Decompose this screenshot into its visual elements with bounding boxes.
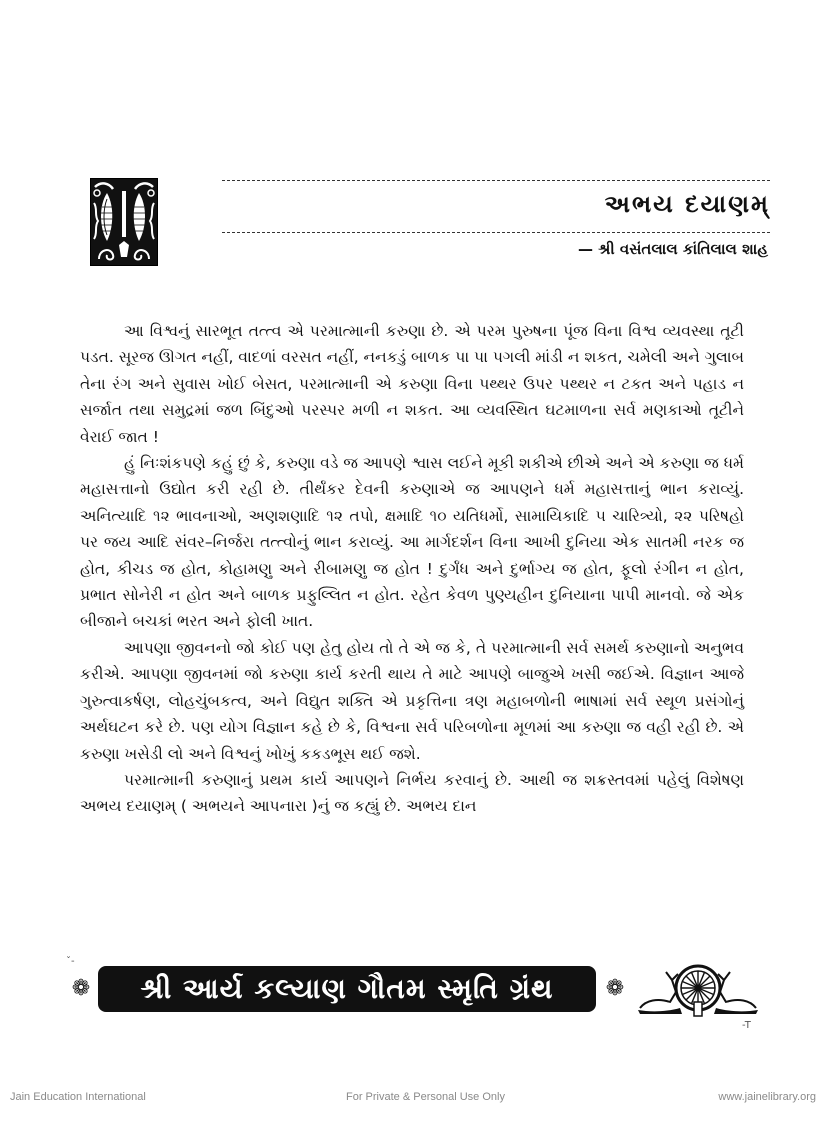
lotus-ornament-icon: ❁ [605,976,625,1001]
banner-title: શ્રી આર્ય કલ્યાણ ગૌતમ સ્મૃતિ ગ્રંથ [98,966,596,1012]
publication-banner [68,962,768,1018]
paragraph: હું નિઃશંકપણે કહું છું કે, કરુણા વડે જ આપણે શ્વાસ લઈને મૂકી શકીએ છીએ અને એ કરુણા જ ધર્મ મહાસત્તાનો ઉદ્યોત કરી રહી છે. તીર્થંકર દેવની કરુણાએ જ આપણને ધર્મ મહાસત્તાનું ભાન કરાવ્યું. અનિત્યાદિ ૧૨ ભાવનાઓ, અણશણાદિ ૧૨ તપો, ક્ષમાદિ ૧૦ યતિધર્મો, સામાયિકાદિ ૫ ચારિત્ર્યો, ૨૨ પરિષહો પર જય આદિ સંવર–નિર્જરા તત્ત્વોનું ભાન કરાવ્યું. આ માર્ગદર્શન વિના આખી દુનિયા એક સાતમી નરક જ હોત, કીચડ જ હોત, કોહામણુ અને રીબામણુ જ હોત ! દુર્ગંધ અને દુર્ભાગ્ય જ હોત, ફૂલો રંગીન ન હોત, પ્રભાત સોનેરી ન હોત અને બાળક પ્રફુલ્લિત ન હોત. રહેત કેવળ પુણ્યહીન દુનિયાના પાપી માનવો. જે એક બીજાને બચકાં ભરત અને ફોલી ખાત. [80,454,744,631]
twin-fish-emblem-icon [90,178,158,266]
paragraph: આપણા જીવનનો જો કોઈ પણ હેતુ હોય તો તે એ જ કે, તે પરમાત્માની સર્વ સમર્થ કરુણાનો અનુભવ કરીએ. આપણા જીવનમાં જો કરુણા કાર્ય કરતી થાય તે માટે આપણે બાજુએ ખસી જઈએ. વિજ્ઞાન આજે ગુરુત્વાકર્ષણ, લોહચુંબકત્વ, અને વિદ્યુત શક્તિ એ પ્રકૃત્તિના ત્રણ મહાબળોની ભાષામાં સર્વ સ્થૂળ પ્રસંગોનું અર્થઘટન કરે છે. પણ યોગ વિજ્ઞાન કહે છે કે, વિશ્વના સર્વ પરિબળોના મૂળમાં આ કરુણા જ વહી રહી છે. એ કરુણા ખસેડી લો અને વિશ્વનું ખોખું કકડભૂસ થઈ જશે. [80,638,744,763]
article-author: — શ્રી વસંતલાલ કાંતિલાલ શાહ [577,240,768,258]
footer-publisher: Jain Education International [10,1091,146,1103]
article-title: અભય દયાણમ્ [604,190,770,218]
header-rule-top [222,180,770,181]
footer-usage-notice: For Private & Personal Use Only [346,1091,505,1103]
footer-website-link[interactable]: www.jainelibrary.org [718,1091,816,1103]
page-footer [0,1091,828,1107]
header-rule-bottom [222,232,770,233]
lotus-ornament-icon: ❁ [71,976,91,1001]
paragraph: આ વિશ્વનું સારભૂત તત્ત્વ એ પરમાત્માની કરુણા છે. એ પરમ પુરુષના પૂંજ વિના વિશ્વ વ્યવસ્થા તૂટી પડત. સૂરજ ઊગત નહીં, વાદળાં વરસત નહીં, નનકડું બાળક પા પા પગલી માંડી ન શકત, ચમેલી અને ગુલાબ તેના રંગ અને સુવાસ ખોઈ બેસત, પરમાત્માની એ કરુણા વિના પથ્થર ઉપર પથ્થર ન ટકત અને પહાડ ન સર્જાત તથા સમુદ્રમાં જળ બિંદુઓ પરસ્પર મળી ન શકત. આ વ્યવસ્થિત ઘટમાળના સર્વ મણકાઓ તૂટીને વેરાઈ જાત ! [80,322,744,446]
article-body [80,318,744,820]
paragraph: પરમાત્માની કરુણાનું પ્રથમ કાર્ય આપણને નિર્ભય કરવાનું છે. આથી જ શક્રસ્તવમાં પહેલું વિશેષણ અભય દયાણમ્ ( અભયને આપનારા )નું જ કહ્યું છે. અભય દાન [80,770,744,816]
dharma-chakra-deer-emblem-icon [636,962,760,1018]
scan-mark: ˇ- [66,956,75,967]
scan-mark: -T [742,1020,751,1031]
